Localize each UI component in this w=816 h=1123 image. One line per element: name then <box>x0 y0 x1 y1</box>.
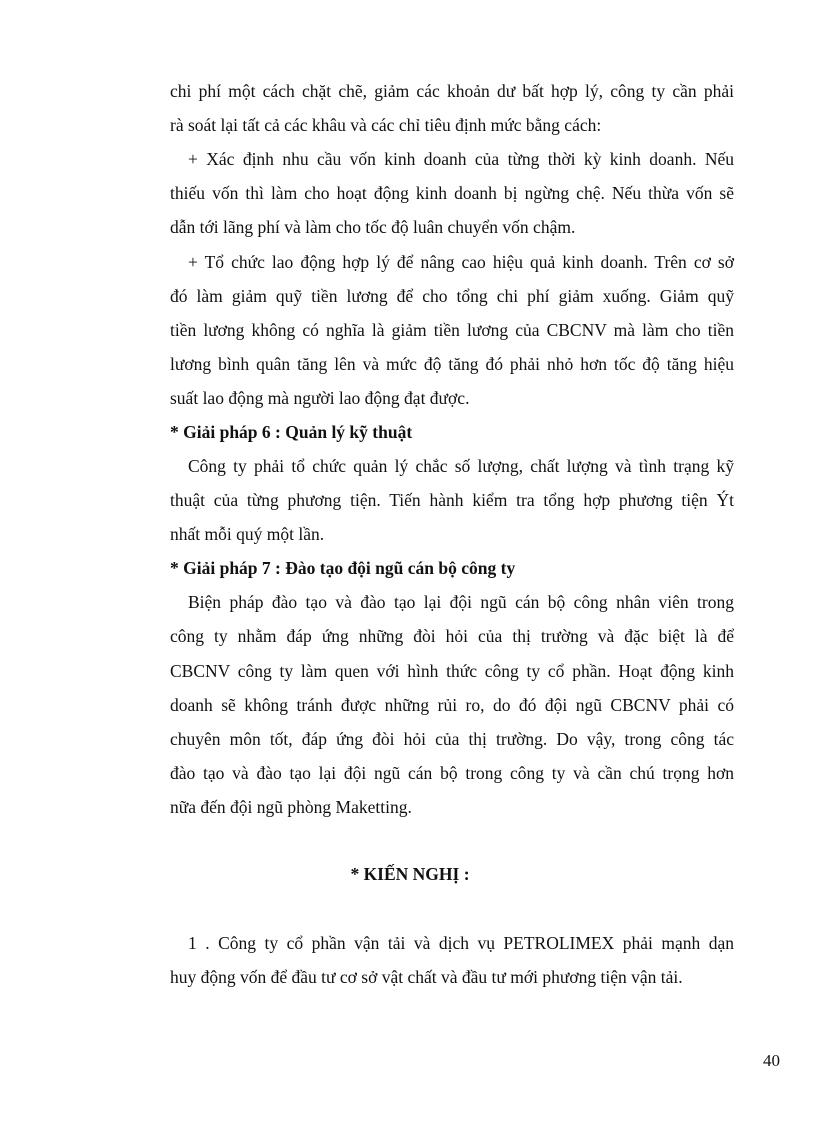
body-line: 1 . Công ty cổ phần vận tải và dịch vụ PETROLIMEX phải mạnh dạn <box>188 933 734 953</box>
body-line: đào tạo và đào tạo lại đội ngũ cán bộ trong công ty và cần chú trọng hơn <box>170 763 734 783</box>
body-line: doanh sẽ không tránh được những rủi ro, do đó đội ngũ CBCNV phải có <box>170 695 734 715</box>
body-line: nữa đến đội ngũ phòng Maketting. <box>170 797 412 817</box>
body-line: CBCNV công ty làm quen với hình thức công ty cổ phần. Hoạt động kinh <box>170 661 734 681</box>
bullet-line: + Xác định nhu cầu vốn kinh doanh của từng thời kỳ kinh doanh. Nếu <box>188 149 734 169</box>
body-line: rà soát lại tất cả các khâu và các chỉ tiêu định mức bằng cách: <box>170 115 602 135</box>
body-line: Công ty phải tổ chức quản lý chắc số lượng, chất lượng và tình trạng kỹ <box>188 456 734 476</box>
body-line: tiền lương không có nghĩa là giảm tiền lương của CBCNV mà làm cho tiền <box>170 320 734 340</box>
body-line: dẫn tới lãng phí và làm cho tốc độ luân chuyển vốn chậm. <box>170 217 576 237</box>
body-line: huy động vốn để đầu tư cơ sở vật chất và đầu tư mới phương tiện vận tải. <box>170 967 683 987</box>
body-line: suất lao động mà người lao động đạt được. <box>170 388 470 408</box>
body-line: công ty nhằm đáp ứng những đòi hỏi của thị trường và đặc biệt là để <box>170 626 734 646</box>
recommendation-heading: * KIẾN NGHỊ : <box>350 864 470 884</box>
body-line: đó làm giảm quỹ tiền lương để cho tổng chi phí giảm xuống. Giảm quỹ <box>170 286 734 306</box>
body-line: chi phí một cách chặt chẽ, giảm các khoản dư bất hợp lý, công ty cần phải <box>170 81 734 101</box>
body-line: thiếu vốn thì làm cho hoạt động kinh doanh bị ngừng chệ. Nếu thừa vốn sẽ <box>170 183 734 203</box>
section-heading: * Giải pháp 6 : Quản lý kỹ thuật <box>170 422 413 442</box>
body-line: lương bình quân tăng lên và mức độ tăng đó phải nhỏ hơn tốc độ tăng hiệu <box>170 354 734 374</box>
page-number: 40 <box>763 1051 780 1070</box>
body-line: chuyên môn tốt, đáp ứng đòi hỏi của thị trường. Do vậy, trong công tác <box>170 729 734 749</box>
bullet-line: + Tổ chức lao động hợp lý để nâng cao hiệu quả kinh doanh. Trên cơ sở <box>188 252 734 272</box>
body-line: Biện pháp đào tạo và đào tạo lại đội ngũ cán bộ công nhân viên trong <box>188 592 734 612</box>
body-line: thuật của từng phương tiện. Tiến hành kiểm tra tổng hợp phương tiện Ýt <box>170 490 734 510</box>
body-line: nhất mỗi quý một lần. <box>170 524 325 544</box>
section-heading: * Giải pháp 7 : Đào tạo đội ngũ cán bộ công ty <box>170 558 516 578</box>
